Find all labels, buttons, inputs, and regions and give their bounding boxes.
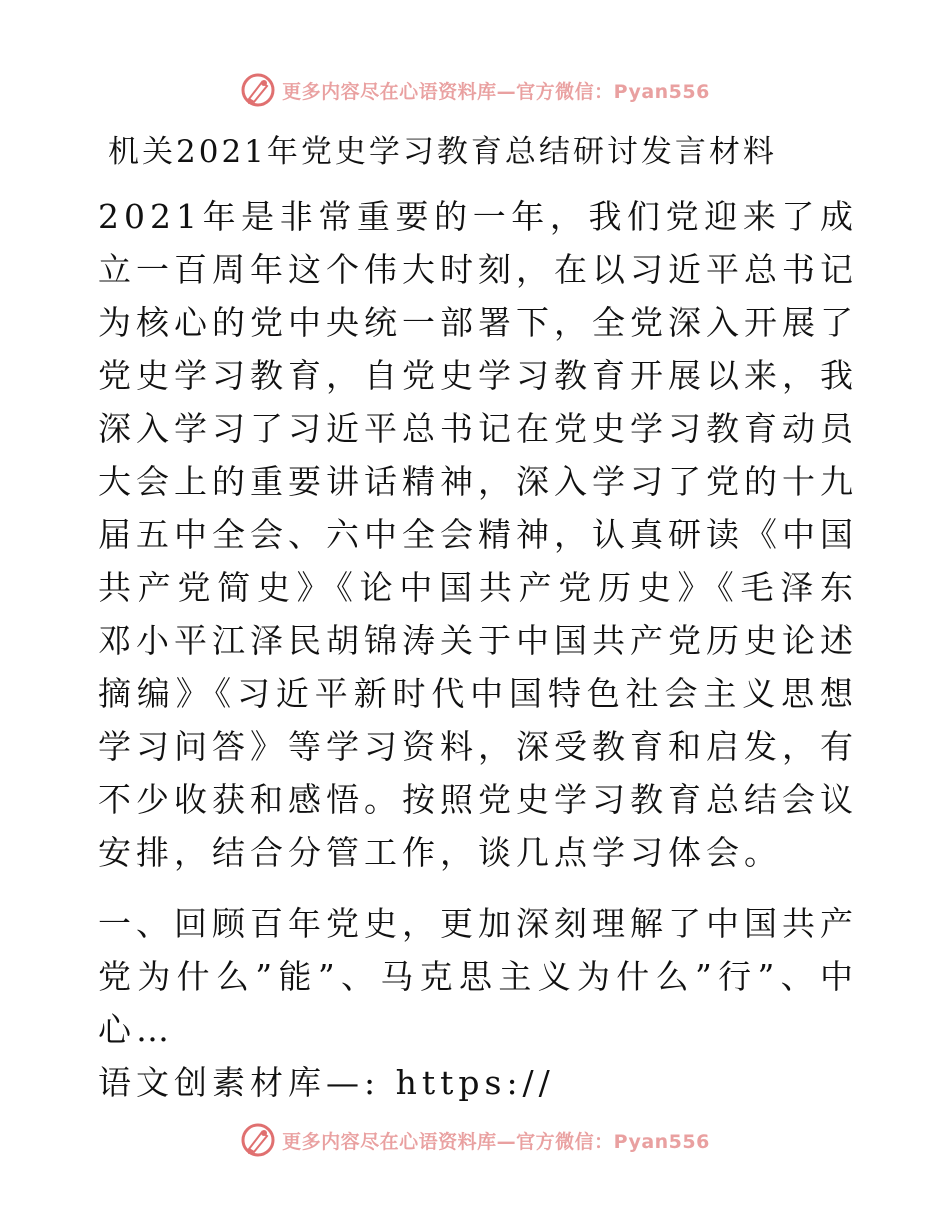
document-title: 机关2021年党史学习教育总结研讨发言材料 [108,134,777,170]
paragraph-section-one: 一、回顾百年党史，更加深刻理解了中国共产党为什么”能”、马克思主义为什么”行”、中心… [98,904,858,1049]
watermark-text: 更多内容尽在心语资料库—官方微信：Pyan556 [282,80,710,103]
watermark-banner-bottom [0,1120,950,1160]
source-link-line: 语文创素材库—: https:// [98,1063,555,1102]
pen-logo-icon [240,1122,276,1158]
document-body [98,190,858,1109]
watermark-banner-top [0,70,950,110]
paragraph-intro: 2021年是非常重要的一年，我们党迎来了成立一百周年这个伟大时刻，在以习近平总书记为核心的党中央统一部署下，全党深入开展了党史学习教育，自党史学习教育开展以来，我深入学习了习近平总书记在党史学习教育动员大会上的重要讲话精神，深入学习了党的十九届五中全会、六中全会精神，认真研读《中国共产党简史》《论中国共产党历史》《毛泽东邓小平江泽民胡锦涛关于中国共产党历史论述摘编》《习近平新时代中国特色社会主义思想学习问答》等学习资料，深受教育和启发，有不少收获和感悟。按照党史学习教育总结会议安排，结合分管工作，谈几点学习体会。 [98,197,858,872]
pen-logo-icon [240,72,276,108]
watermark-text: 更多内容尽在心语资料库—官方微信：Pyan556 [282,1130,710,1153]
